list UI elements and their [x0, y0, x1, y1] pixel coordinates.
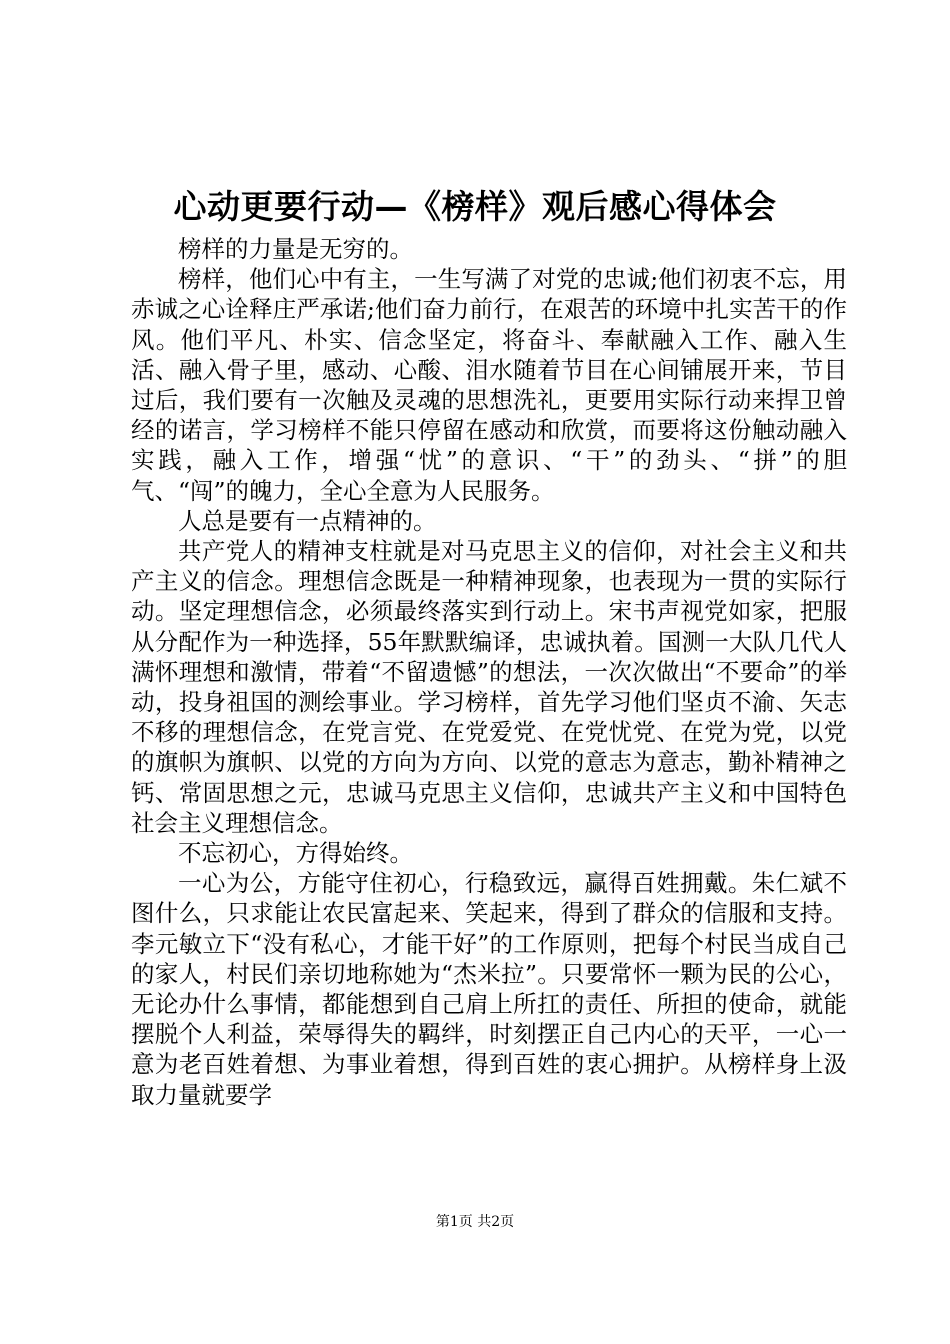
page-number-footer: 第1页 共2页	[435, 1214, 515, 1230]
paragraph-1: 榜样的力量是无穷的。	[178, 235, 413, 263]
paragraph-4: 共产党人的精神支柱就是对马克思主义的信仰，对社会主义和共产主义的信念。理想信念既是一种精神现象，也表现为一贯的实际行动。坚定理想信念，必须最终落实到行动上。宋书声视党如家，把服从分配作为一种选择，55年默默编译，忠诚执着。国测一大队几代人满怀理想和激情，带着“不留遗憾”的想法，一次次做出“不要命”的举动，投身祖国的测绘事业。学习榜样，首先学习他们坚贞不渝、矢志不移的理想信念，在党言党、在党爱党、在党忧党、在党为党，以党的旗帜为旗帜、以党的方向为方向、以党的意志为意志，勤补精神之钙、常固思想之元，忠诚马克思主义信仰，忠诚共产主义和中国特色社会主义理想信念。	[131, 537, 847, 837]
page-title: 心动更要行动—《榜样》观后感心得体会	[173, 187, 777, 226]
paragraph-6: 一心为公，方能守住初心，行稳致远，赢得百姓拥戴。朱仁斌不图什么，只求能让农民富起来、笑起来，得到了群众的信服和支持。李元敏立下“没有私心，才能干好”的工作原则，把每个村民当成自己的家人，村民们亲切地称她为“杰米拉”。只要常怀一颗为民的公心，无论办什么事情，都能想到自己肩上所扛的责任、所担的使命，就能摆脱个人利益，荣辱得失的羁绊，时刻摆正自己内心的天平，一心一意为老百姓着想、为事业着想，得到百姓的衷心拥护。从榜样身上汲取力量就要学	[131, 869, 847, 1109]
document-body	[131, 234, 847, 1110]
paragraph-5: 不忘初心，方得始终。	[178, 839, 413, 868]
paragraph-3: 人总是要有一点精神的。	[178, 506, 437, 535]
paragraph-2: 榜样，他们心中有主，一生写满了对党的忠诚;他们初衷不忘，用赤诚之心诠释庄严承诺;他们奋力前行，在艰苦的环境中扎实苦干的作风。他们平凡、朴实、信念坚定，将奋斗、奉献融入工作、融入生活、融入骨子里，感动、心酸、泪水随着节目在心间铺展开来，节目过后，我们要有一次触及灵魂的思想洗礼，更要用实际行动来捍卫曾经的诺言，学习榜样不能只停留在感动和欣赏，而要将这份触动融入实践，融入工作，增强“忧”的意识、“干”的劲头、“拼”的胆气、“闯”的魄力，全心全意为人民服务。	[131, 265, 847, 505]
